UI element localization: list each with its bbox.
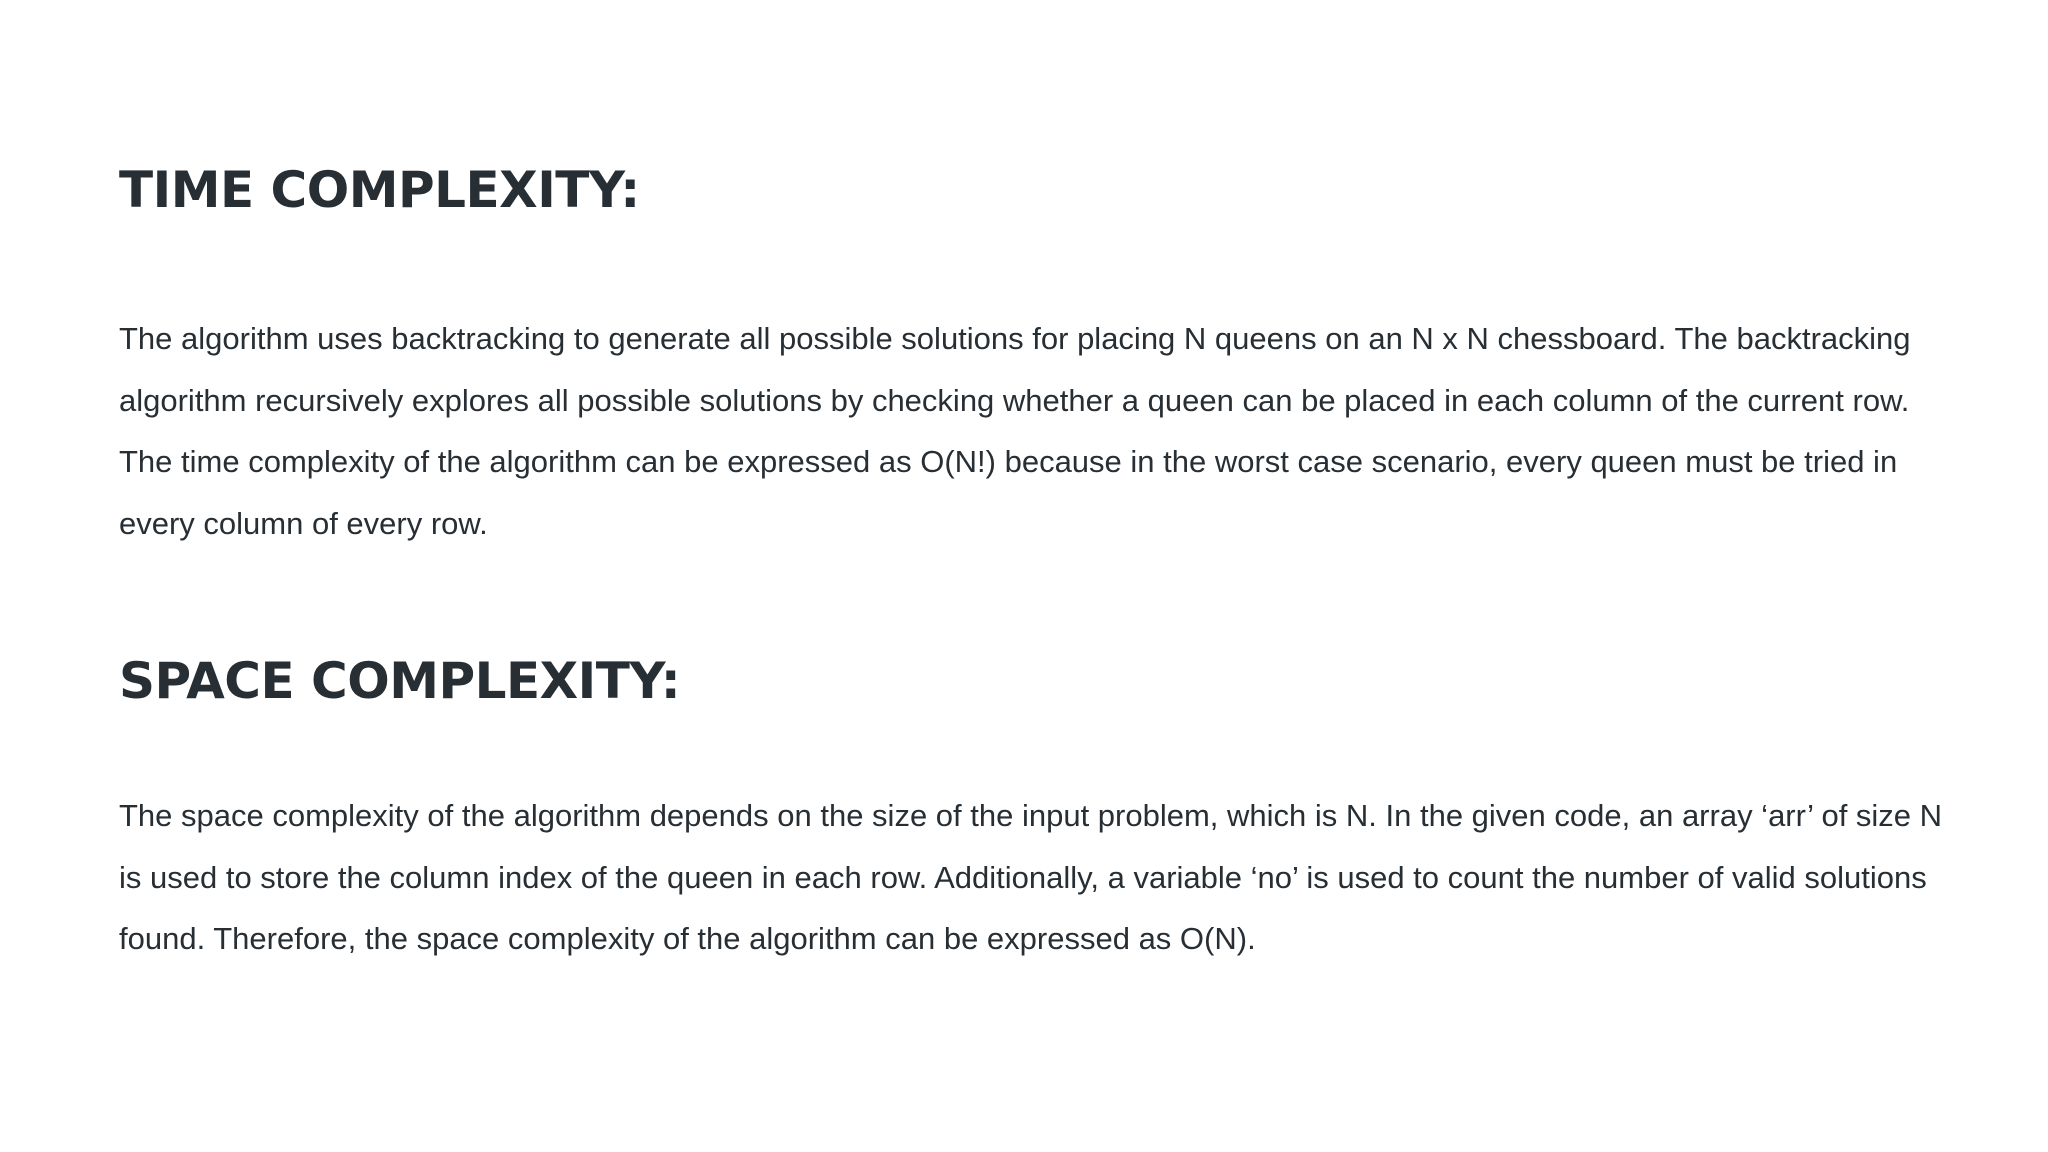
space-complexity-paragraph: The space complexity of the algorithm depends on the size of the input problem, which is N. In the given code, an array ‘arr’ of size N is used to store the column index of the queen in each row. Additionally, a variable ‘no’ is used to count the number of valid solutions found. Therefore, the space complexity of the algorithm can be expressed as O(N). xyxy=(119,798,1943,956)
time-complexity-heading: TIME COMPLEXITY: xyxy=(119,161,640,219)
time-complexity-section xyxy=(119,150,1959,554)
space-complexity-section xyxy=(119,641,1959,970)
space-complexity-heading: SPACE COMPLEXITY: xyxy=(119,652,681,710)
time-complexity-paragraph: The algorithm uses backtracking to generate all possible solutions for placing N queens on an N x N chessboard. The backtracking algorithm recursively explores all possible solutions by checking whether a queen can be placed in each column of the current row. The time complexity of the algorithm can be expressed as O(N!) because in the worst case scenario, every queen must be tried in every column of every row. xyxy=(119,321,1911,541)
